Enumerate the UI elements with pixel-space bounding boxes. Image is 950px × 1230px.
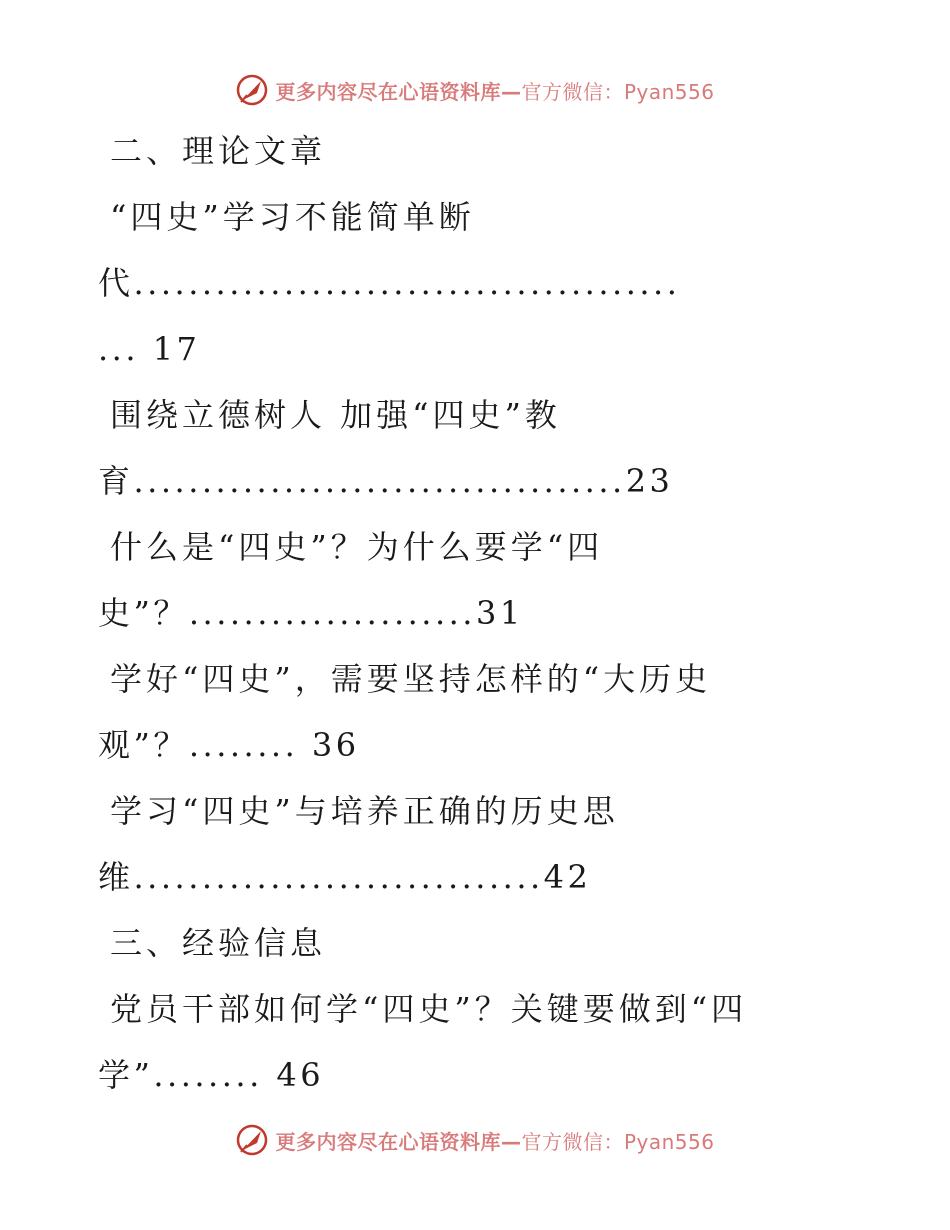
toc-entry-continuation[interactable]: 学”........ 46 — [98, 1056, 325, 1094]
banner-text: 更多内容尽在心语资料库—官方微信：Pyan556 — [275, 79, 715, 104]
toc-entry[interactable]: 学习“四史”与培养正确的历史思 — [110, 792, 619, 830]
toc-entry[interactable]: 什么是“四史”？为什么要学“四 — [110, 528, 604, 566]
toc-entry[interactable]: “四史”学习不能简单断 — [110, 198, 475, 236]
toc-entry-continuation[interactable]: 观”？........ 36 — [98, 726, 360, 764]
quill-logo-icon — [235, 1123, 269, 1157]
banner-text: 更多内容尽在心语资料库—官方微信：Pyan556 — [275, 1129, 715, 1154]
toc-entry-continuation[interactable]: 史”？.....................31 — [98, 594, 524, 632]
toc-entry-page[interactable]: ... 17 — [98, 330, 201, 368]
toc-entry-continuation[interactable]: 育....................................23 — [98, 462, 674, 500]
toc-section-heading: 二、理论文章 — [110, 132, 327, 170]
header-banner — [0, 70, 950, 110]
footer-banner — [0, 1120, 950, 1160]
toc-entry[interactable]: 围绕立德树人 加强“四史”教 — [110, 396, 561, 434]
toc-entry-continuation[interactable]: 维..............................42 — [98, 858, 592, 896]
toc-entry[interactable]: 学好“四史”，需要坚持怎样的“大历史 — [110, 660, 712, 698]
toc-section-heading: 三、经验信息 — [110, 924, 327, 962]
toc-entry[interactable]: 党员干部如何学“四史”？关键要做到“四 — [110, 990, 748, 1028]
table-of-contents — [98, 118, 868, 1108]
quill-logo-icon — [235, 73, 269, 107]
toc-entry-continuation[interactable]: 代........................................ — [98, 264, 681, 302]
